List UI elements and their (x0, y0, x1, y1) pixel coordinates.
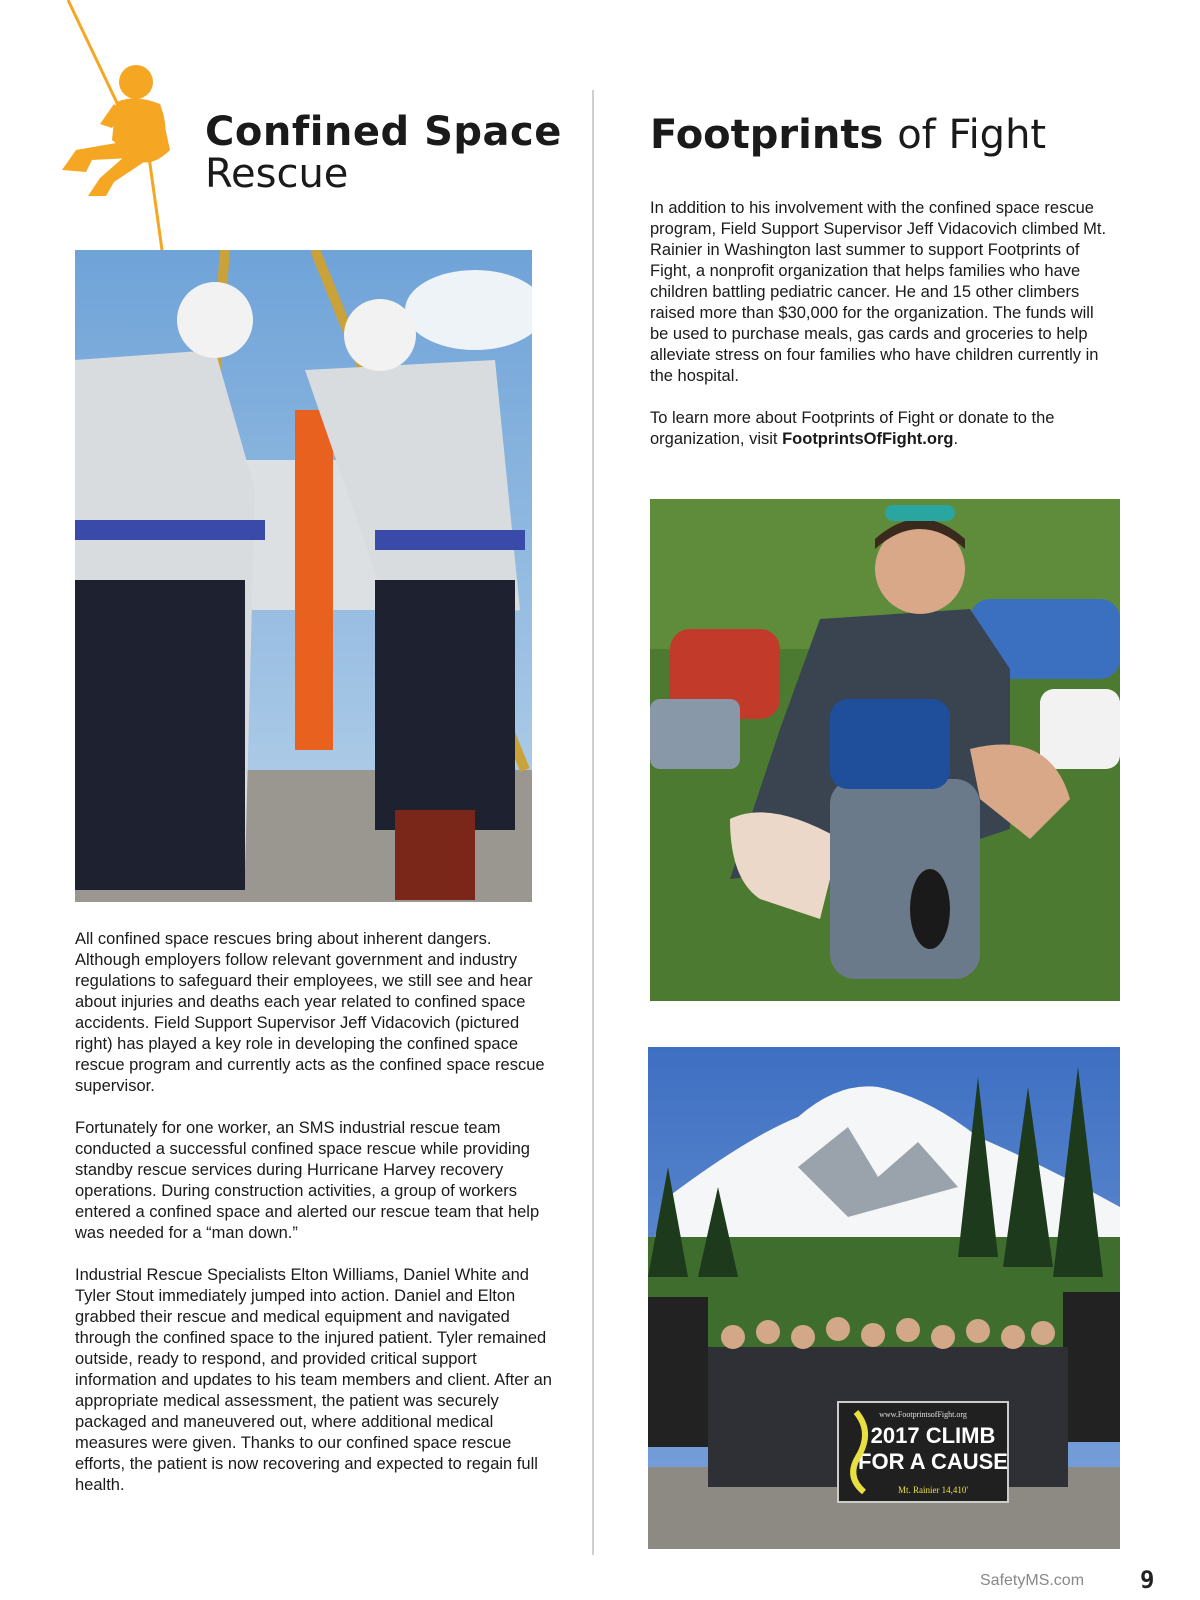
footer-site: SafetyMS.com (980, 1572, 1085, 1589)
banner-footer-text: Mt. Rainier 14,410' (897, 1485, 969, 1495)
right-paragraph-1: In addition to his involvement with the confined space rescue program, Field Support Supervisor Jeff Vidacovich climbed Mt. Rainier in Washington last summer to support Footprints of Fight, a nonprofit organization that helps families who have children battling pediatric cancer. He and 15 other climbers raised more than $30,000 for the organization. The funds will be used to purchase meals, gas cards and groceries to help alleviate stress on four families who have children currently in the hospital. (650, 199, 1107, 385)
banner-line-1: 2017 CLIMB (870, 1423, 996, 1448)
left-title-bold: Confined Space (205, 109, 562, 155)
climber-icon (40, 0, 180, 250)
left-paragraph-3: Industrial Rescue Specialists Elton Williams, Daniel White and Tyler Stout immediately jumped into action. Daniel and Elton grabbed their rescue and medical equipment and navigated through the confined space to the injured patient. Tyler remained outside, ready to respond, and provided critical support information and updates to his team members and client. After an appropriate medical assessment, the patient was securely packaged and maneuvered out, where additional medical measures were given. Thanks to our confined space rescue efforts, the patient is now recovering and expected to regain full health. (75, 1266, 552, 1494)
banner-line-2: FOR A CAUSE (858, 1449, 1008, 1474)
right-paragraph-2 (650, 408, 1115, 450)
right-paragraph-2-prefix: To learn more about Footprints of Fight or donate to the organization, visit (650, 409, 1055, 448)
left-paragraph-1: All confined space rescues bring about inherent dangers. Although employers follow relevant government and industry regulations to safeguard their employees, we still see and hear about injuries and deaths each year related to confined space accidents. Field Support Supervisor Jeff Vidacovich (pictured right) has played a key role in developing the confined space rescue program and currently acts as the confined space rescue supervisor. (75, 930, 545, 1095)
column-divider (592, 90, 594, 1555)
right-title (650, 112, 1046, 158)
rescue-team-photo (75, 250, 532, 902)
left-title (205, 109, 565, 197)
banner-site-text: www.FootprintsofFight.org (879, 1410, 967, 1419)
right-paragraph-2-suffix: . (953, 430, 959, 448)
right-title-bold: Footprints (650, 112, 884, 158)
right-title-light: of Fight (897, 112, 1047, 158)
footprints-link[interactable]: FootprintsOfFight.org (782, 430, 954, 448)
left-article-body (75, 929, 555, 1496)
left-paragraph-2: Fortunately for one worker, an SMS industrial rescue team conducted a successful confined space rescue while providing standby rescue services during Hurricane Harvey recovery operations. During construction activities, a group of workers entered a confined space and alerted our rescue team that help was needed for a “man down.” (75, 1119, 540, 1242)
right-article-body (650, 198, 1115, 450)
page-number: 9 (1140, 1566, 1155, 1594)
climber-portrait-photo (650, 499, 1120, 1001)
left-title-light: Rescue (205, 151, 349, 197)
mountain-group-photo (648, 1047, 1120, 1549)
